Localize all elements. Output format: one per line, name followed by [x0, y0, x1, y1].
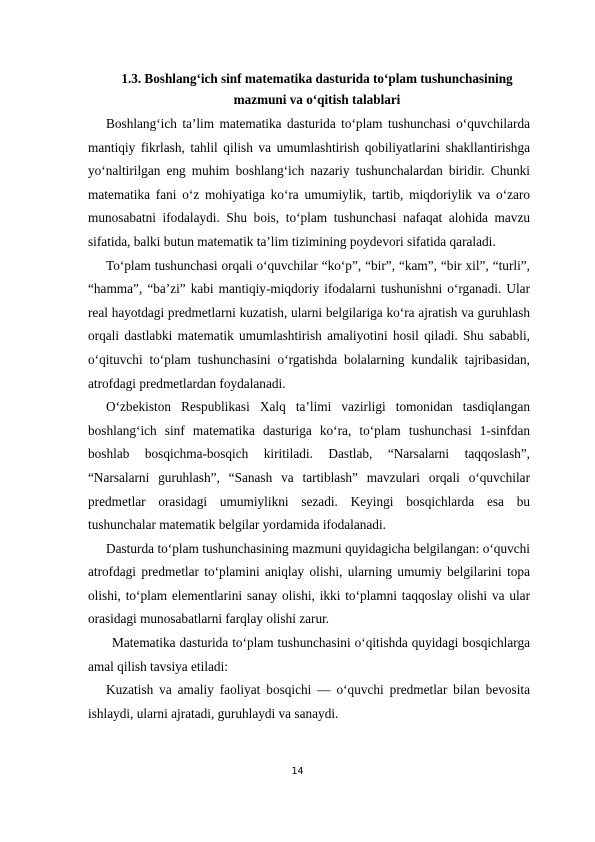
section-heading-line-2: mazmuni va o‘qitish talablari: [233, 92, 401, 107]
page-number: 14: [291, 766, 304, 777]
paragraph-3: O‘zbekiston Respublikasi Xalq ta’limi vazirligi tomonidan tasdiqlangan boshlang‘ich sinf matematika dasturiga ko‘ra, to‘plam tushunchasi 1-sinfdan boshlab bosqichma-bosqich kiritiladi. Dastlab, “Narsalarni taqqoslash”, “Narsalarni guruhlash”, “Sanash va tartiblash” mavzulari orqali o‘quvchilar predmetlar orasidagi umumiylikni sezadi. Keyingi bosqichlarda esa bu tushunchalar matematik belgilar yordamida ifodalanadi.: [88, 399, 530, 533]
paragraph-5: Matematika dasturida to‘plam tushunchasini o‘qitishda quyidagi bosqichlarga amal qilish tavsiya etiladi:: [88, 635, 530, 674]
document-page: [88, 68, 530, 725]
section-heading-line-1: 1.3. Boshlang‘ich sinf matematika dasturida to‘plam tushunchasining: [121, 71, 513, 86]
paragraph-6: Kuzatish va amaliy faoliyat bosqichi — o‘quvchi predmetlar bilan bevosita ishlaydi, ularni ajratadi, guruhlaydi va sanaydi.: [88, 682, 530, 721]
section-heading: [88, 68, 530, 110]
paragraph-2: To‘plam tushunchasi orqali o‘quvchilar “ko‘p”, “bir”, “kam”, “bir xil”, “turli”, “hamma”, “ba’zi” kabi mantiqiy-miqdoriy ifodalarni tushunishni o‘rganadi. Ular real hayotdagi predmetlarni kuzatish, ularni belgilariga ko‘ra ajratish va guruhlash orqali dastlabki matematik umumlashtirish amaliyotini hosil qiladi. Shu sababli, o‘qituvchi to‘plam tushunchasini o‘rgatishda bolalarning kundalik tajribasidan, atrofdagi predmetlardan foydalanadi.: [88, 257, 530, 391]
paragraph-4: Dasturda to‘plam tushunchasining mazmuni quyidagicha belgilangan: o‘quvchi atrofdagi predmetlar to‘plamini aniqlay olishi, ularning umumiy belgilarini topa olishi, to‘plam elementlarini sanay olishi, ikki to‘plamni taqqoslay olishi va ular orasidagi munosabatlarni farqlay olishi zarur.: [88, 540, 530, 627]
paragraph-1: Boshlang‘ich ta’lim matematika dasturida to‘plam tushunchasi o‘quvchilarda mantiqiy fikrlash, tahlil qilish va umumlashtirish qobiliyatlarini shakllantirishga yo‘naltirilgan eng muhim boshlang‘ich nazariy tushunchalardan biridir. Chunki matematika fani o‘z mohiyatiga ko‘ra umumiylik, tartib, miqdoriylik va o‘zaro munosabatni ifodalaydi. Shu bois, to‘plam tushunchasi nafaqat alohida mavzu sifatida, balki butun matematik ta’lim tizimining poydevori sifatida qaraladi.: [88, 116, 530, 249]
